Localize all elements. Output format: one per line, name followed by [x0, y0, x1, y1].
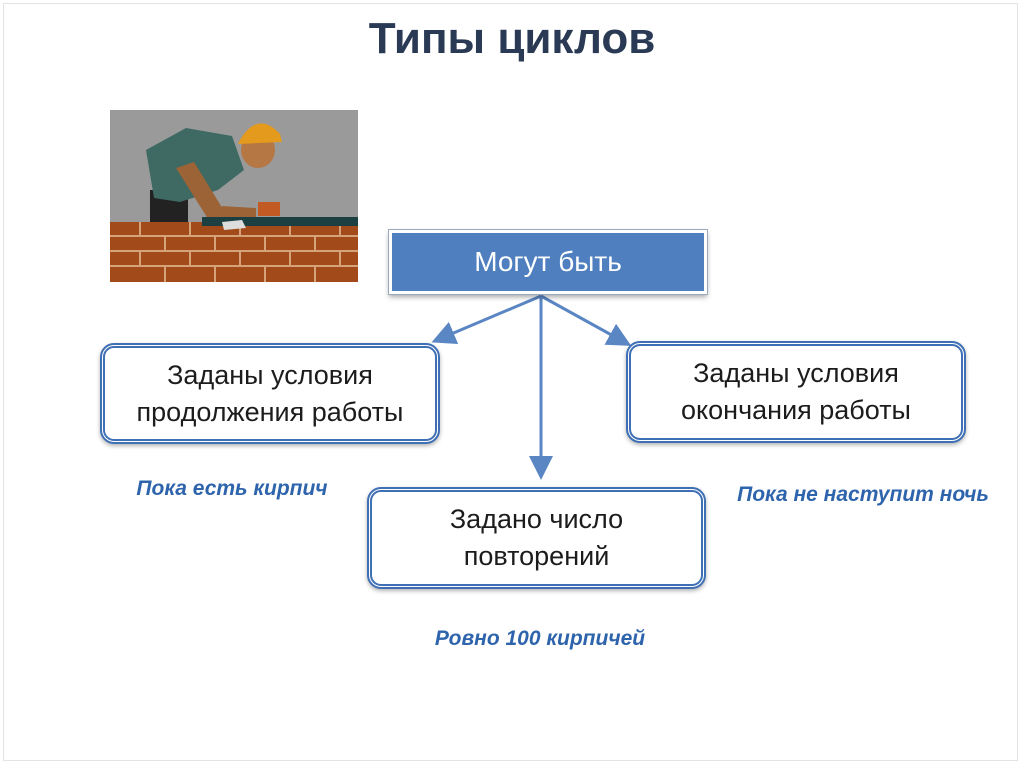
- end-condition-example: Пока не наступит ночь: [737, 483, 989, 506]
- arrow-to-end-condition: [541, 296, 626, 343]
- repeat-count-line1: Задано число: [449, 504, 624, 534]
- continue-condition-line1: Заданы условия: [167, 359, 373, 390]
- repeat-count-box: [367, 487, 706, 589]
- end-condition-box: [626, 341, 966, 443]
- slide-title: Типы циклов: [368, 14, 656, 63]
- repeat-count-example: Ровно 100 кирпичей: [434, 627, 646, 650]
- end-condition-line2: окончания работы: [681, 395, 911, 425]
- continue-condition-example: Пока есть кирпич: [136, 477, 328, 500]
- root-node: [389, 230, 707, 294]
- arrow-to-continue-condition: [437, 296, 541, 340]
- end-condition-line1: Заданы условия: [693, 358, 899, 388]
- continue-condition-line2: продолжения работы: [136, 396, 404, 427]
- root-label: Могут быть: [474, 246, 622, 277]
- continue-condition-box: [100, 343, 440, 444]
- repeat-count-line2: повторений: [463, 541, 610, 571]
